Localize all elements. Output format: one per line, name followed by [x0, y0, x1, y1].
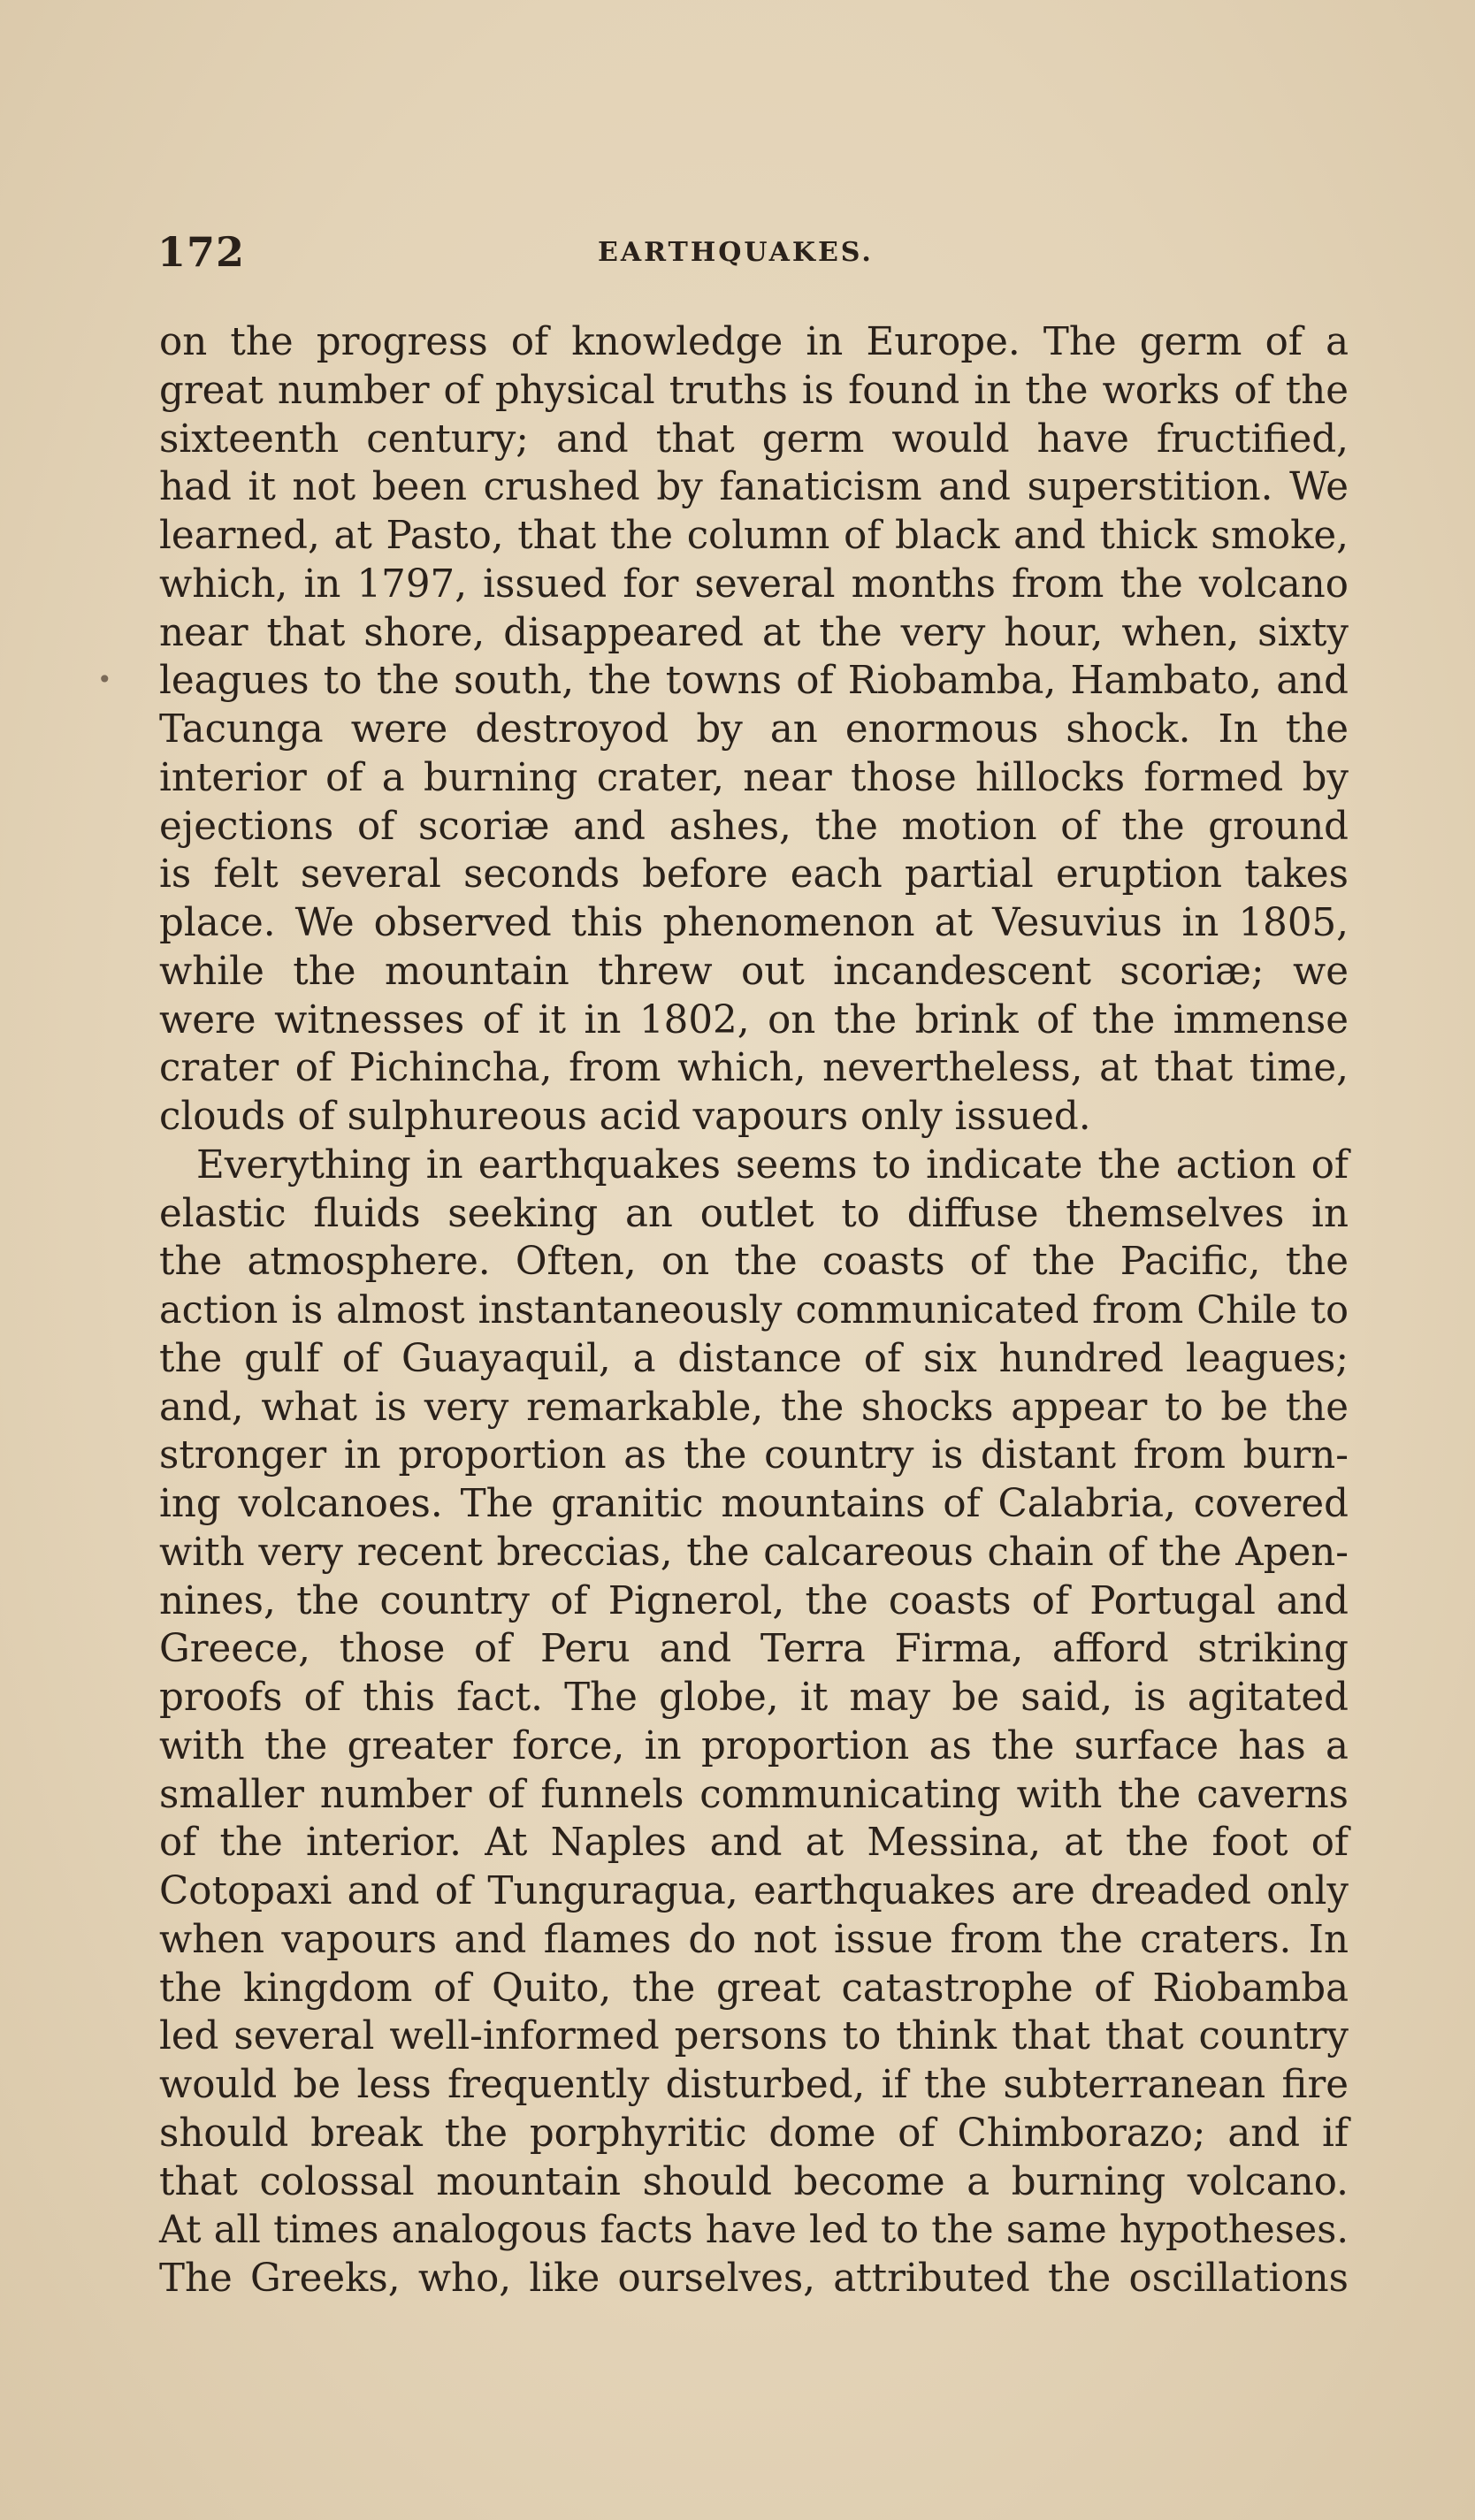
- text-line: when vapours and flames do not issue from the craters. In: [159, 1917, 1349, 1962]
- text-line: learned, at Pasto, that the column of black and thick smoke,: [159, 514, 1349, 558]
- text-line: Tacunga were destroyod by an enormous shock. In the: [159, 707, 1349, 752]
- text-line: the gulf of Guayaquil, a distance of six hundred leagues;: [159, 1336, 1349, 1381]
- text-line: with very recent breccias, the calcareous chain of the Apen-: [159, 1530, 1349, 1575]
- text-line: should break the porphyritic dome of Chimborazo; and if: [159, 2111, 1349, 2156]
- text-line: is felt several seconds before each partial eruption takes: [159, 852, 1349, 897]
- text-line: clouds of sulphureous acid vapours only issued.: [159, 1095, 1091, 1139]
- text-line: Cotopaxi and of Tunguragua, earthquakes are dreaded only: [159, 1869, 1349, 1913]
- text-line: nines, the country of Pignerol, the coasts of Portugal and: [159, 1578, 1349, 1623]
- text-line: led several well-informed persons to think that that country: [159, 2014, 1349, 2059]
- text-line: stronger in proportion as the country is distant from burn-: [159, 1433, 1349, 1478]
- paragraph-1: [159, 318, 1349, 1142]
- paragraph-2: [159, 1142, 1349, 2303]
- text-line: Greece, those of Peru and Terra Firma, afford striking: [159, 1627, 1349, 1672]
- text-line: had it not been crushed by fanaticism and superstition. We: [159, 465, 1349, 510]
- text-line: leagues to the south, the towns of Riobamba, Hambato, and: [159, 659, 1349, 704]
- text-line: ing volcanoes. The granitic mountains of Calabria, covered: [159, 1482, 1349, 1526]
- text-line: elastic fluids seeking an outlet to diffuse themselves in: [159, 1191, 1349, 1236]
- text-line: while the mountain threw out incandescent scoriæ; we: [159, 949, 1349, 994]
- text-line: and, what is very remarkable, the shocks appear to be the: [159, 1385, 1349, 1430]
- text-line: At all times analogous facts have led to the same hypotheses.: [159, 2208, 1349, 2253]
- text-line: Everything in earthquakes seems to indicate the action of: [196, 1142, 1349, 1187]
- text-line: would be less frequently disturbed, if the subterranean fire: [159, 2063, 1349, 2107]
- text-line: that colossal mountain should become a burning volcano.: [159, 2159, 1349, 2204]
- text-line: on the progress of knowledge in Europe. The germ of a: [159, 320, 1349, 364]
- text-line: proofs of this fact. The globe, it may be said, is agitated: [159, 1676, 1349, 1720]
- text-line: of the interior. At Naples and at Messina, at the foot of: [159, 1821, 1349, 1866]
- running-head: EARTHQUAKES.: [598, 237, 874, 268]
- text-line: crater of Pichincha, from which, nevertheless, at that time,: [159, 1046, 1349, 1091]
- page-number: 172: [157, 228, 246, 276]
- text-line: the atmosphere. Often, on the coasts of the Pacific, the: [159, 1240, 1349, 1285]
- text-line: place. We observed this phenomenon at Vesuvius in 1805,: [159, 901, 1349, 945]
- text-line: smaller number of funnels communicating with the caverns: [159, 1772, 1349, 1817]
- text-line: The Greeks, who, like ourselves, attributed the oscillations: [159, 2257, 1349, 2301]
- text-line: near that shore, disappeared at the very hour, when, sixty: [159, 610, 1349, 655]
- text-line: the kingdom of Quito, the great catastrophe of Riobamba: [159, 1966, 1349, 2011]
- page-header: [157, 228, 1342, 281]
- text-line: interior of a burning crater, near those hillocks formed by: [159, 755, 1349, 800]
- text-line: sixteenth century; and that germ would have fructified,: [159, 416, 1349, 462]
- text-line: with the greater force, in proportion as the surface has a: [159, 1723, 1349, 1768]
- text-line: ejections of scoriæ and ashes, the motion of the ground: [159, 804, 1349, 849]
- text-line: were witnesses of it in 1802, on the brink of the immense: [159, 997, 1349, 1042]
- text-line: great number of physical truths is found in the works of the: [159, 368, 1349, 413]
- ink-speck: •: [97, 665, 112, 694]
- text-line: which, in 1797, issued for several months from the volcano: [159, 561, 1349, 607]
- body-text: [159, 318, 1349, 2303]
- text-line: action is almost instantaneously communicated from Chile to: [159, 1288, 1349, 1333]
